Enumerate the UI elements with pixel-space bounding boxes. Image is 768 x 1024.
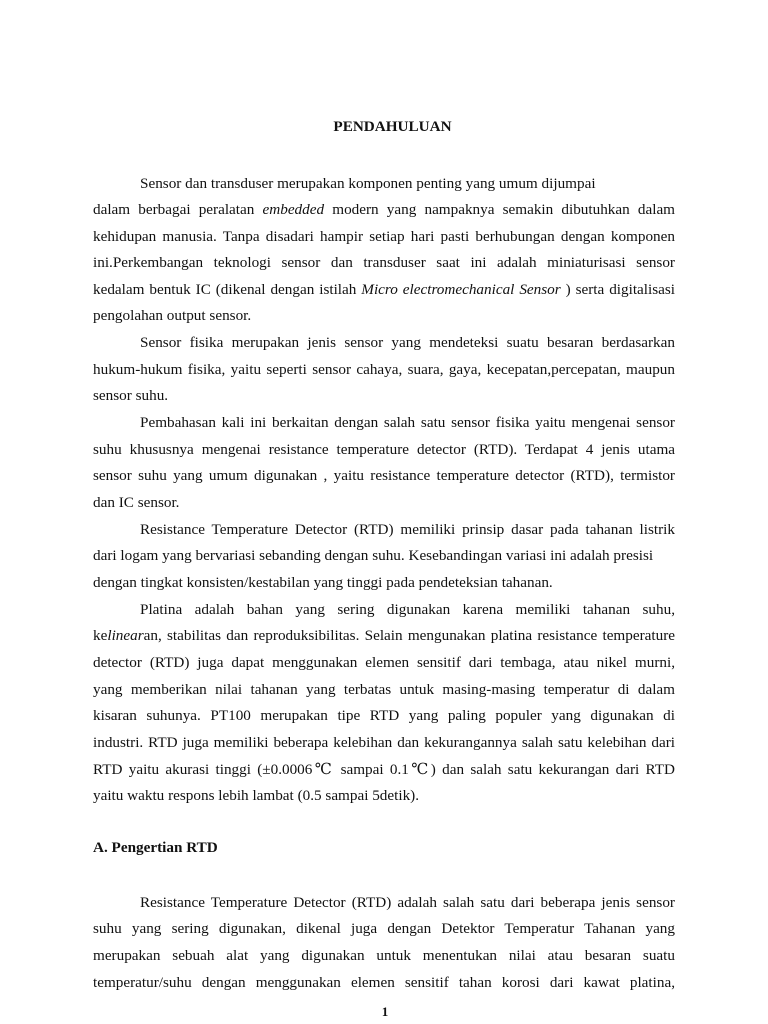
paragraph-line: kelinearan, stabilitas dan reproduksibilitas. Selain mengunakan platina resistance temperature [93, 627, 675, 644]
paragraph-line: kehidupan manusia. Tanpa disadari hampir setiap hari pasti berhubungan dengan komponen [93, 228, 675, 245]
section-heading: A. Pengertian RTD [93, 839, 218, 856]
paragraph-line: pengolahan output sensor. [93, 307, 252, 324]
paragraph-line: Resistance Temperature Detector (RTD) adalah salah satu dari beberapa jenis sensor [140, 894, 675, 911]
paragraph-line: kisaran suhunya. PT100 merupakan tipe RTD yang paling populer yang digunakan di [93, 707, 675, 724]
paragraph-line: Sensor dan transduser merupakan komponen penting yang umum dijumpai [140, 175, 596, 192]
paragraph-line: sensor suhu. [93, 387, 169, 404]
paragraph-line: sensor suhu yang umum digunakan , yaitu resistance temperature detector (RTD), termistor [93, 467, 675, 484]
page-number: 1 [381, 1004, 389, 1019]
paragraph-line: yaitu waktu respons lebih lambat (0.5 sampai 5detik). [93, 787, 420, 804]
paragraph-line: dengan tingkat konsisten/kestabilan yang tinggi pada pendeteksian tahanan. [93, 574, 553, 591]
paragraph-line: suhu khususnya mengenai resistance temperature detector (RTD). Terdapat 4 jenis utama [93, 441, 675, 458]
paragraph-line: Pembahasan kali ini berkaitan dengan salah satu sensor fisika yaitu mengenai sensor [140, 414, 675, 431]
paragraph-line: industri. RTD juga memiliki beberapa kelebihan dan kekurangannya salah satu kelebihan dari [93, 734, 675, 751]
paragraph-line: dari logam yang bervariasi sebanding dengan suhu. Kesebandingan variasi ini adalah presisi [93, 547, 654, 564]
paragraph-line: Sensor fisika merupakan jenis sensor yang mendeteksi suatu besaran berdasarkan [140, 334, 675, 351]
paragraph-line: yang memberikan nilai tahanan yang terbatas untuk masing-masing temperatur di dalam [93, 681, 675, 698]
page-title: PENDAHULUAN [333, 118, 452, 135]
paragraph-line: ini.Perkembangan teknologi sensor dan transduser saat ini adalah miniaturisasi sensor [93, 254, 675, 271]
paragraph-line: detector (RTD) juga dapat menggunakan elemen sensitif dari tembaga, atau nikel murni, [93, 654, 675, 671]
paragraph-line: suhu yang sering digunakan, dikenal juga dengan Detektor Temperatur Tahanan yang [93, 920, 675, 937]
paragraph-line: hukum-hukum fisika, yaitu seperti sensor cahaya, suara, gaya, kecepatan,percepatan, maupun [93, 361, 675, 378]
paragraph-line: RTD yaitu akurasi tinggi (±0.0006℃ sampai 0.1℃) dan salah satu kekurangan dari RTD [93, 761, 675, 778]
paragraph-line: merupakan sebuah alat yang digunakan untuk menentukan nilai atau besaran suatu [93, 947, 675, 964]
paragraph-line: dalam berbagai peralatan embedded modern yang nampaknya semakin dibutuhkan dalam [93, 201, 676, 218]
paragraph-line: Resistance Temperature Detector (RTD) memiliki prinsip dasar pada tahanan listrik [140, 521, 675, 538]
paragraph-line: Platina adalah bahan yang sering digunakan karena memiliki tahanan suhu, [140, 601, 675, 618]
paragraph-line: temperatur/suhu dengan menggunakan elemen sensitif tahan korosi dari kawat platina, [93, 974, 675, 991]
paragraph-line: dan IC sensor. [93, 494, 180, 511]
paragraph-line: kedalam bentuk IC (dikenal dengan istilah Micro electromechanical Sensor ) serta digitalisasi [93, 281, 676, 298]
